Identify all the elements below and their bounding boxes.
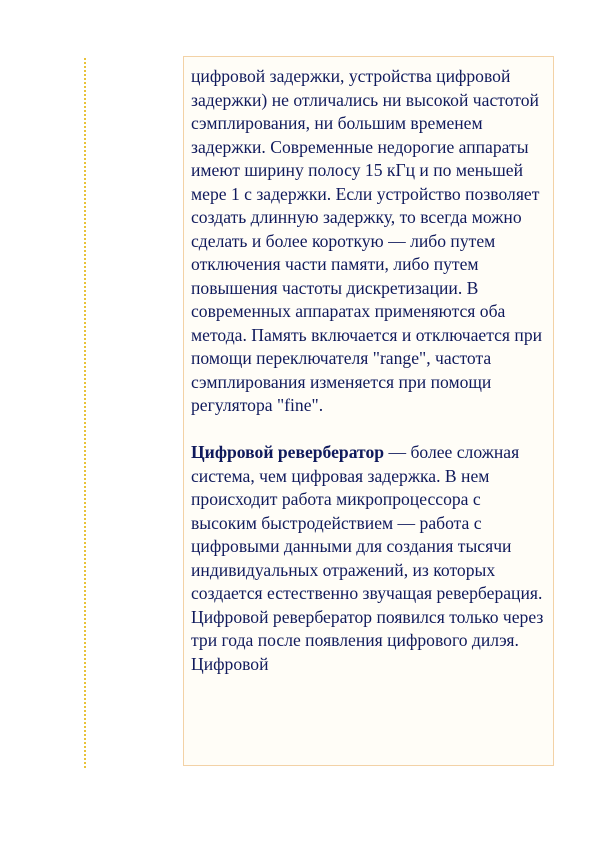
paragraph-digital-reverb <box>191 441 547 676</box>
text-frame <box>183 56 554 766</box>
margin-dotted-rule <box>84 58 86 768</box>
paragraph-digital-delay <box>191 65 547 418</box>
paragraph-text: цифровой задержки, устройства цифровой задержки) не отличались ни высокой частотой сэмплирования, ни большим временем задержки. Современные недорогие аппараты имеют ширину полосу 15 кГц и по меньшей мере 1 с задержки. Если устройство позволяет создать длинную задержку, то всегда можно сделать и более короткую — либо путем отключения части памяти, либо путем повышения частоты дискретизации. В современных аппаратах применяются оба метода. Память включается и отключается при помощи переключателя "range", частота сэмплирования изменяется при помощи регулятора "fine". <box>191 66 543 415</box>
term-digital-reverb: Цифровой ревербератор <box>191 442 385 462</box>
paragraph-text: — более сложная система, чем цифровая задержка. В нем происходит работа микропроцессора с высоким быстродействием — работа с цифровыми данными для создания тысячи индивидуальных отражений, из которых создается естественно звучащая реверберация. Цифровой ревербератор появился только через три года после появления цифрового дилэя. Цифровой <box>191 442 544 674</box>
